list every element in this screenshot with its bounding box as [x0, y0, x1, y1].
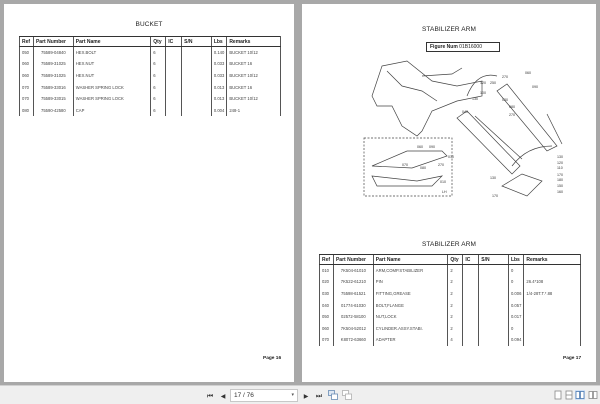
page-number-select[interactable]	[230, 389, 298, 402]
svg-text:130: 130	[490, 176, 496, 180]
cell-part-number: 75590-42580	[33, 104, 73, 116]
cell-part-name: HEX.BOLT	[73, 47, 151, 59]
svg-text:270: 270	[502, 75, 508, 79]
cell-sn	[182, 81, 212, 93]
cell-lbs: 0.057	[508, 299, 523, 311]
page-title: STABILIZER ARM	[421, 26, 476, 33]
cell-qty: 2	[448, 265, 463, 277]
cell-part-number: 01774-61030	[333, 299, 373, 311]
svg-text:040: 040	[462, 110, 468, 114]
col-lbs: Lbs	[508, 255, 523, 265]
svg-text:120: 120	[557, 161, 563, 165]
cell-part-name: CAP	[73, 104, 151, 116]
cell-part-number: 7K504-52012	[333, 322, 373, 334]
export-page-icon[interactable]	[342, 390, 352, 400]
cell-ic	[463, 288, 479, 300]
page-title: BUCKET	[135, 21, 163, 28]
svg-text:110: 110	[557, 166, 563, 170]
cell-lbs: 0.004	[211, 104, 226, 116]
svg-text:250: 250	[490, 81, 496, 85]
svg-text:150: 150	[557, 184, 563, 188]
cell-qty: 2	[448, 299, 463, 311]
cell-part-number: 75589-31025	[33, 58, 73, 70]
svg-text:080: 080	[509, 105, 515, 109]
table-header-row	[320, 255, 581, 265]
cell-ic	[463, 265, 479, 277]
cell-ref: 060	[20, 58, 34, 70]
cell-part-name: HEX.NUT	[73, 58, 151, 70]
figure-number-box	[426, 42, 500, 52]
col-lbs: Lbs	[211, 37, 226, 47]
svg-text:160: 160	[557, 190, 563, 194]
table-header-row	[20, 37, 281, 47]
cell-qty: 2	[448, 288, 463, 300]
cell-remarks	[524, 334, 581, 346]
table-row	[20, 104, 281, 116]
col-part-number: Part Number	[333, 255, 373, 265]
page-indicator: 17 / 76	[234, 392, 254, 399]
cell-ic	[463, 311, 479, 323]
svg-text:030: 030	[502, 98, 508, 102]
cell-ref: 080	[20, 104, 34, 116]
cell-remarks: BUCKET 10/12	[227, 93, 281, 105]
cell-lbs: 0.006	[508, 288, 523, 300]
col-sn: S/N	[479, 255, 509, 265]
cell-sn	[182, 70, 212, 82]
col-part-name: Part Name	[73, 37, 151, 47]
cell-ic	[166, 93, 182, 105]
svg-text:170: 170	[557, 173, 563, 177]
cell-sn	[182, 47, 212, 59]
svg-text:270: 270	[438, 163, 444, 167]
cell-sn	[182, 93, 212, 105]
cell-sn	[479, 265, 509, 277]
cell-qty: 4	[448, 334, 463, 346]
cell-ref: 040	[320, 299, 334, 311]
next-page-button[interactable]	[300, 390, 312, 401]
cell-ic	[463, 322, 479, 334]
col-ref: Ref	[320, 255, 334, 265]
svg-text:010: 010	[448, 155, 454, 159]
cell-lbs: 0.033	[211, 70, 226, 82]
cell-part-number: 75589-31025	[33, 70, 73, 82]
table-row	[320, 311, 581, 323]
cell-part-name: BOLT,FLANGE	[373, 299, 448, 311]
cell-part-name: ADAPTER	[373, 334, 448, 346]
previous-page-icon: ◀	[220, 393, 226, 400]
cell-ref: 010	[320, 265, 334, 277]
svg-text:130: 130	[557, 155, 563, 159]
cell-remarks	[524, 311, 581, 323]
cell-remarks: BUCKET 10/12	[227, 70, 281, 82]
col-sn: S/N	[182, 37, 212, 47]
cell-part-number: 75598-61521	[333, 288, 373, 300]
cell-ref: 050	[320, 311, 334, 323]
cell-ic	[463, 334, 479, 346]
cell-remarks: BUCKET 16	[227, 58, 281, 70]
cell-remarks	[524, 265, 581, 277]
cell-qty: 6	[151, 104, 166, 116]
svg-text:090: 090	[429, 145, 435, 149]
parts-table	[19, 36, 281, 116]
parts-table	[319, 254, 581, 346]
cell-part-name: HEX.NUT	[73, 70, 151, 82]
cell-part-name: PIN	[373, 276, 448, 288]
cell-ref: 050	[20, 47, 34, 59]
cell-part-number: 02572-58100	[333, 311, 373, 323]
col-qty: Qty	[151, 37, 166, 47]
cell-part-number: 7K504-61010	[333, 265, 373, 277]
cell-remarks	[524, 322, 581, 334]
cell-qty: 2	[448, 311, 463, 323]
col-remarks: Remarks	[524, 255, 581, 265]
cell-remarks	[524, 299, 581, 311]
cell-qty: 6	[151, 93, 166, 105]
cell-ic	[166, 70, 182, 82]
cell-qty: 2	[448, 276, 463, 288]
first-page-button[interactable]	[204, 390, 216, 401]
page-17	[302, 4, 596, 382]
next-page-icon: ▶	[303, 393, 309, 400]
cell-part-number: 7K522-61210	[333, 276, 373, 288]
cell-remarks: BUCKET 10/12	[227, 47, 281, 59]
two-page-continuous-view-icon[interactable]	[588, 390, 598, 400]
cell-ic	[463, 276, 479, 288]
copy-page-icon[interactable]	[328, 390, 338, 400]
cell-part-name: CYLINDER.ASSY.STABI.	[373, 322, 448, 334]
cell-ic	[166, 47, 182, 59]
cell-ref: 060	[320, 322, 334, 334]
cell-ref: 070	[20, 81, 34, 93]
cell-ic	[166, 81, 182, 93]
col-part-name: Part Name	[373, 255, 448, 265]
svg-text:060: 060	[417, 145, 423, 149]
cell-ref: 020	[320, 276, 334, 288]
cell-ic	[166, 104, 182, 116]
previous-page-button[interactable]	[217, 390, 229, 401]
cell-part-number: 75589-04840	[33, 47, 73, 59]
svg-text:120: 120	[480, 81, 486, 85]
cell-lbs: 0.017	[508, 311, 523, 323]
cell-sn	[182, 58, 212, 70]
continuous-view-icon[interactable]	[564, 390, 574, 400]
cell-lbs: 0.140	[211, 47, 226, 59]
cell-remarks: 248-1	[227, 104, 281, 116]
cell-lbs: 0	[508, 276, 523, 288]
cell-qty: 6	[151, 47, 166, 59]
cell-part-number: 75589-33016	[33, 81, 73, 93]
table-row	[320, 299, 581, 311]
svg-text:180: 180	[557, 178, 563, 182]
single-page-view-icon[interactable]	[553, 390, 563, 400]
page-number: Page 16	[263, 356, 282, 361]
last-page-icon: ⏭	[315, 392, 323, 400]
navigation-toolbar	[0, 385, 600, 404]
col-remarks: Remarks	[227, 37, 281, 47]
cell-ref: 070	[320, 334, 334, 346]
table-row	[20, 93, 281, 105]
col-part-number: Part Number	[33, 37, 73, 47]
svg-text:100: 100	[480, 91, 486, 95]
cell-ref: 030	[320, 288, 334, 300]
cell-sn	[479, 276, 509, 288]
svg-text:010: 010	[440, 180, 446, 184]
cell-qty: 2	[448, 322, 463, 334]
first-page-icon: ⏮	[206, 392, 214, 400]
cell-remarks: 26.4*108	[524, 276, 581, 288]
svg-text:170: 170	[492, 194, 498, 198]
cell-sn	[479, 299, 509, 311]
cell-part-number: K8072-63660	[333, 334, 373, 346]
table-row	[320, 322, 581, 334]
table-title: STABILIZER ARM	[421, 241, 476, 248]
last-page-button[interactable]	[313, 390, 325, 401]
exploded-parts-diagram	[362, 56, 582, 206]
cell-ref: 060	[20, 70, 34, 82]
svg-text:070: 070	[402, 163, 408, 167]
table-row	[320, 265, 581, 277]
cell-lbs: 0.033	[211, 58, 226, 70]
cell-part-number: 75589-33015	[33, 93, 73, 105]
table-row	[20, 81, 281, 93]
col-ic: IC	[463, 255, 479, 265]
table-row	[320, 334, 581, 346]
cell-sn	[479, 288, 509, 300]
cell-qty: 6	[151, 70, 166, 82]
cell-qty: 6	[151, 81, 166, 93]
page-number: Page 17	[563, 356, 582, 361]
cell-lbs: 0	[508, 265, 523, 277]
svg-text:130: 130	[472, 97, 478, 101]
cell-part-name: WASHER SPRING LOCK	[73, 81, 151, 93]
cell-lbs: 0	[508, 322, 523, 334]
svg-text:270: 270	[509, 113, 515, 117]
col-ic: IC	[166, 37, 182, 47]
cell-ref: 070	[20, 93, 34, 105]
cell-ic	[166, 58, 182, 70]
table-row	[320, 288, 581, 300]
cell-lbs: 0.013	[211, 81, 226, 93]
table-row	[20, 58, 281, 70]
cell-sn	[182, 104, 212, 116]
col-ref: Ref	[20, 37, 34, 47]
cell-lbs: 0.013	[211, 93, 226, 105]
svg-text:080: 080	[420, 166, 426, 170]
figure-label: Figure Num	[430, 44, 458, 50]
svg-text:LH: LH	[442, 190, 447, 194]
cell-part-name: FITTING,GREASE	[373, 288, 448, 300]
two-page-view-icon[interactable]	[575, 390, 585, 400]
cell-remarks: 1/4-28T.T.*.88	[524, 288, 581, 300]
cell-sn	[479, 311, 509, 323]
table-row	[320, 276, 581, 288]
chevron-down-icon: ▾	[291, 392, 294, 398]
cell-sn	[479, 334, 509, 346]
cell-sn	[479, 322, 509, 334]
cell-part-name: WASHER SPRING LOCK	[73, 93, 151, 105]
svg-text:090: 090	[532, 85, 538, 89]
page-16	[4, 4, 294, 382]
cell-part-name: NUT,LOCK	[373, 311, 448, 323]
table-row	[20, 47, 281, 59]
cell-part-name: ARM,COMP.STABILIZER	[373, 265, 448, 277]
cell-remarks: BUCKET 16	[227, 81, 281, 93]
table-row	[20, 70, 281, 82]
figure-number: 01B16000	[459, 44, 482, 50]
col-qty: Qty	[448, 255, 463, 265]
cell-qty: 6	[151, 58, 166, 70]
cell-lbs: 0.094	[508, 334, 523, 346]
cell-ic	[463, 299, 479, 311]
svg-text:060: 060	[525, 71, 531, 75]
